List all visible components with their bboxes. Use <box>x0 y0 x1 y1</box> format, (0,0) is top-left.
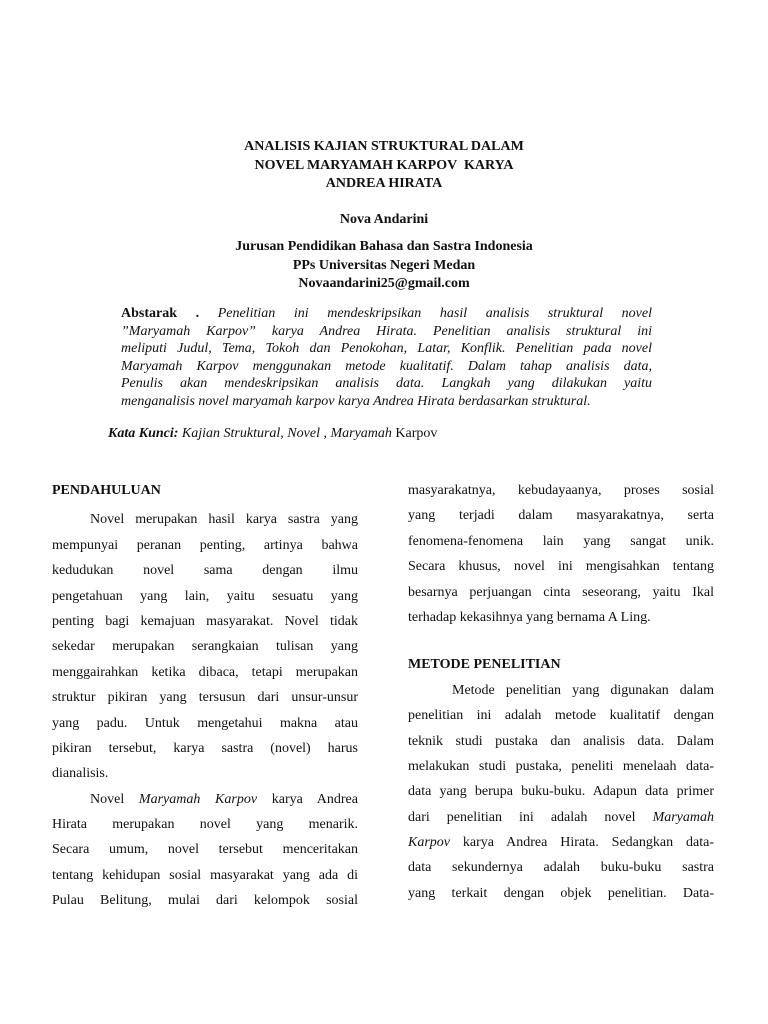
text-line: struktur pikiran yang tersusun dari unsur-unsur <box>52 690 358 706</box>
text-line: Secara khusus, novel ini mengisahkan tentang <box>408 559 714 575</box>
text-line: masyarakatnya, kebudayaanya, proses sosial <box>408 483 714 498</box>
abstract-text: Penelitian ini mendeskripsikan hasil analisis struktural novel <box>217 306 652 321</box>
paper-title <box>0 138 768 194</box>
keywords-label: Kata Kunci: <box>108 426 179 441</box>
keywords-italic: Kajian Struktural, Novel , Maryamah <box>181 426 392 441</box>
paragraph <box>52 787 358 914</box>
abstract-label: Abstarak . <box>121 306 200 321</box>
text-line: penelitian ini adalah metode kualitatif dengan <box>408 708 714 724</box>
text-line: penting bagi kemajuan masyarakat. Novel tidak <box>52 613 358 629</box>
abstract-line: Penulis akan mendeskripsikan analisis data. Langkah yang dilakukan yaitu <box>121 376 652 392</box>
keywords <box>108 426 437 442</box>
text-line: sekedar merupakan serangkaian tulisan yang <box>52 639 358 655</box>
abstract-line <box>121 305 652 323</box>
text-line: Secara umum, novel tersebut menceritakan <box>52 842 358 858</box>
text-line: Metode penelitian yang digunakan dalam <box>452 682 714 698</box>
text-line: pengetahuan yang lain, yaitu sesuatu yang <box>52 588 358 604</box>
section-heading-introduction: PENDAHULUAN <box>52 483 161 498</box>
text-line: data yang berupa buku-buku. Adapun data primer <box>408 784 714 800</box>
novel-title: Maryamah <box>652 809 714 825</box>
section-heading-method: METODE PENELITIAN <box>408 657 561 673</box>
text-line: Pulau Belitung, mulai dari kelompok sosial <box>52 893 358 909</box>
novel-title: Karpov <box>408 835 450 851</box>
text-line: pikiran tersebut, karya sastra (novel) harus <box>52 740 358 756</box>
title-line: ANDREA HIRATA <box>325 176 443 191</box>
text-line: menggairahkan ketika dibaca, tetapi merupakan <box>52 664 358 680</box>
text-line: tentang kehidupan sosial masyarakat yang ada di <box>52 867 358 883</box>
text-line: Hirata merupakan novel yang menarik. <box>52 817 358 833</box>
left-column <box>52 478 358 914</box>
text-run: karya Andrea <box>257 791 358 807</box>
right-column <box>408 478 714 906</box>
affiliation <box>0 238 768 294</box>
affiliation-university: PPs Universitas Negeri Medan <box>292 257 476 273</box>
abstract-line: meliputi Judul, Tema, Tokoh dan Penokohan, Latar, Konflik. Penelitian pada novel <box>121 341 652 357</box>
text-line: Novel merupakan hasil karya sastra yang <box>90 512 358 528</box>
abstract-line: Maryamah Karpov menggunakan metode kualitatif. Dalam tahap analisis data, <box>121 358 652 374</box>
author-email: Novaandarini25@gmail.com <box>298 276 470 291</box>
text-line <box>408 805 714 830</box>
text-line: data sekundernya adalah buku-buku sastra <box>408 860 714 876</box>
affiliation-department: Jurusan Pendidikan Bahasa dan Sastra Indonesia <box>235 239 533 254</box>
text-line: mempunyai peranan penting, artinya bahwa <box>52 537 358 553</box>
text-line: teknik studi pustaka dan analisis data. Dalam <box>408 733 714 749</box>
keywords-plain: Karpov <box>395 426 438 441</box>
text-line <box>408 830 714 855</box>
text-line: terhadap kekasihnya yang bernama A Ling. <box>408 609 651 625</box>
text-line <box>52 787 358 812</box>
text-run: karya Andrea Hirata. Sedangkan data- <box>450 835 714 851</box>
text-line: fenomena-fenomena lain yang sangat unik. <box>408 533 714 549</box>
paragraph <box>52 507 358 786</box>
text-line: yang terjadi dalam masyarakatnya, serta <box>408 508 714 524</box>
abstract <box>121 305 652 411</box>
text-line: yang terkait dengan objek penelitian. Data- <box>408 885 714 901</box>
text-line: kedudukan novel sama dengan ilmu <box>52 563 358 579</box>
abstract-line: menganalisis novel maryamah karpov karya Andrea Hirata berdasarkan struktural. <box>121 393 591 409</box>
text-run: dari penelitian ini adalah novel <box>408 809 653 825</box>
novel-title: Maryamah Karpov <box>138 791 258 807</box>
author-name: Nova Andarini <box>339 212 429 227</box>
text-run: Novel <box>90 791 139 807</box>
title-line: NOVEL MARYAMAH KARPOV KARYA <box>254 157 514 173</box>
paragraph <box>408 678 714 907</box>
abstract-line: ”Maryamah Karpov” karya Andrea Hirata. Penelitian analisis struktural ini <box>121 323 652 339</box>
text-line: melakukan studi pustaka, peneliti menelaah data- <box>408 758 714 774</box>
text-line: yang padu. Untuk mengetahui makna atau <box>52 715 358 731</box>
text-line: dianalisis. <box>52 766 109 782</box>
text-line: besarnya perjuangan cinta seseorang, yaitu Ikal <box>408 584 714 600</box>
title-line: ANALISIS KAJIAN STRUKTURAL DALAM <box>244 139 524 154</box>
paragraph <box>408 478 714 630</box>
